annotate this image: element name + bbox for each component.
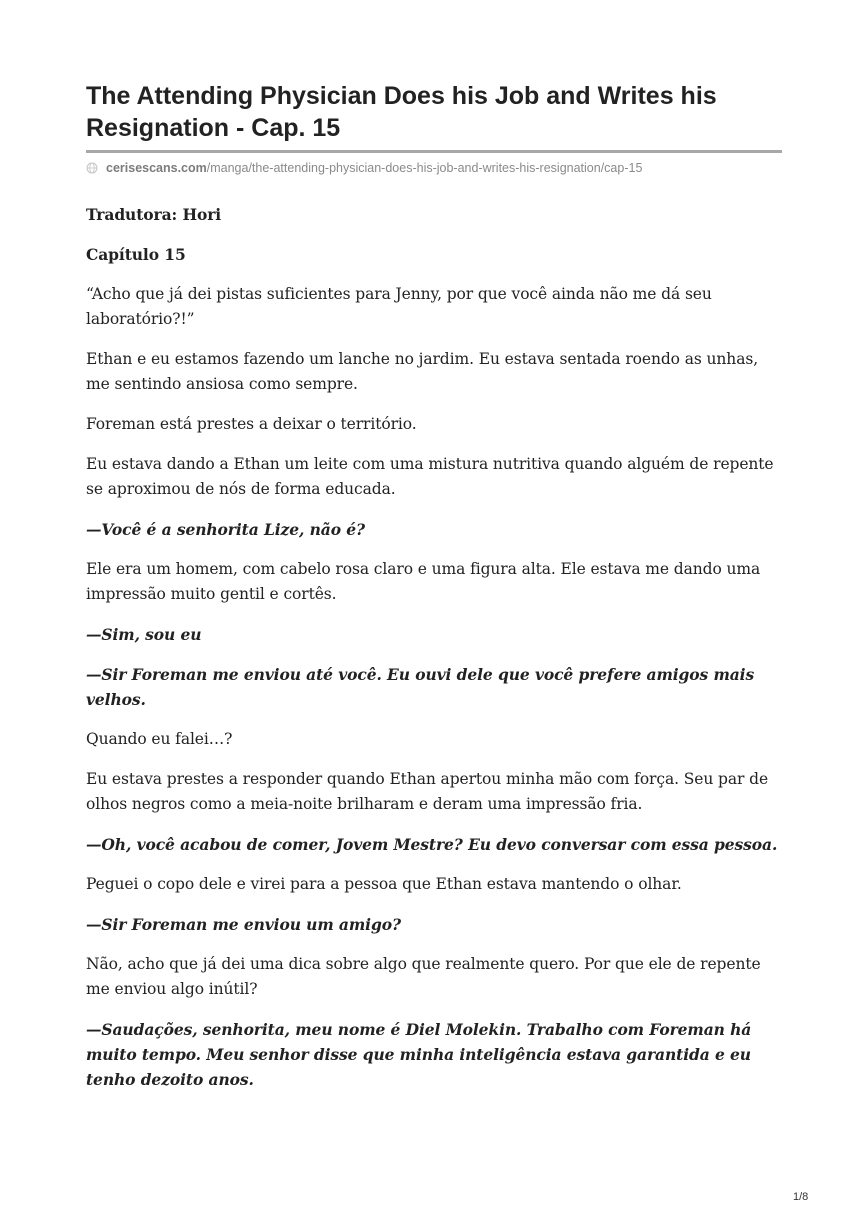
source-url[interactable] (86, 159, 782, 177)
page-number: 1/8 (793, 1191, 809, 1203)
url-domain: cerisescans.com (106, 161, 207, 175)
paragraph: Foreman está prestes a deixar o território. (86, 415, 417, 433)
paragraph: Ethan e eu estamos fazendo um lanche no jardim. Eu estava sentada roendo as unhas, me sentindo ansiosa como sempre. (86, 350, 759, 393)
paragraph: Ele era um homem, com cabelo rosa claro e uma figura alta. Ele estava me dando uma impressão muito gentil e cortês. (86, 560, 761, 603)
paragraph: Eu estava prestes a responder quando Ethan apertou minha mão com força. Seu par de olhos negros como a meia-noite brilharam e deram uma impressão fria. (86, 770, 769, 813)
paragraph: Peguei o copo dele e virei para a pessoa que Ethan estava mantendo o olhar. (86, 875, 682, 893)
chapter-content (86, 202, 782, 1107)
page-title: The Attending Physician Does his Job and Writes his Resignation - Cap. 15 (86, 82, 717, 142)
dialogue-line: —Sim, sou eu (86, 625, 202, 644)
dialogue-line: —Saudações, senhorita, meu nome é Diel Molekin. Trabalho com Foreman há muito tempo. Meu senhor disse que minha inteligência estava garantida e eu tenho dezoito anos. (86, 1020, 752, 1089)
globe-icon (86, 162, 98, 174)
paragraph: Eu estava dando a Ethan um leite com uma mistura nutritiva quando alguém de repente se aproximou de nós de forma educada. (86, 455, 774, 498)
title-divider (86, 150, 782, 153)
url-path: /manga/the-attending-physician-does-his-job-and-writes-his-resignation/cap-15 (206, 161, 643, 175)
translator-credit: Tradutora: Hori (86, 205, 222, 224)
dialogue-line: —Sir Foreman me enviou um amigo? (86, 915, 401, 934)
paragraph: Não, acho que já dei uma dica sobre algo que realmente quero. Por que ele de repente me enviou algo inútil? (86, 955, 761, 998)
chapter-heading: Capítulo 15 (86, 245, 186, 264)
dialogue-line: —Sir Foreman me enviou até você. Eu ouvi dele que você prefere amigos mais velhos. (86, 665, 755, 709)
dialogue-line: —Oh, você acabou de comer, Jovem Mestre? Eu devo conversar com essa pessoa. (86, 835, 778, 854)
dialogue-line: —Você é a senhorita Lize, não é? (86, 520, 365, 539)
paragraph: Quando eu falei…? (86, 730, 233, 748)
paragraph: “Acho que já dei pistas suficientes para Jenny, por que você ainda não me dá seu laboratório?!” (86, 285, 712, 328)
